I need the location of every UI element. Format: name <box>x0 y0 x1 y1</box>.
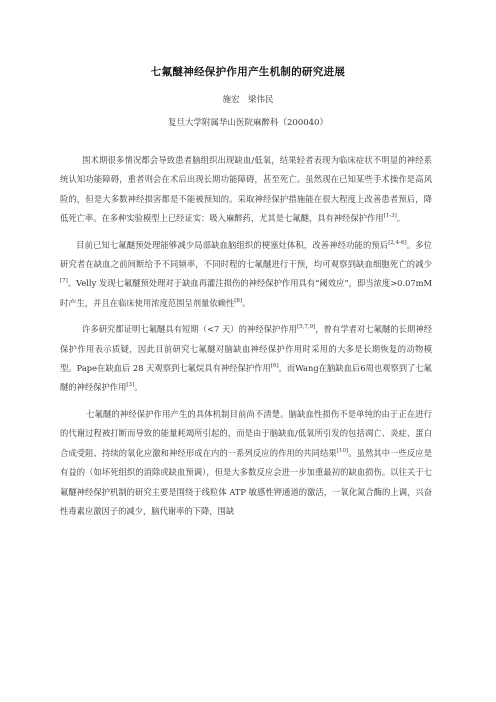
paragraph-2 <box>60 236 432 314</box>
paragraph-text: 。 <box>242 297 251 308</box>
paragraph-text: 围术期很多情况都会导致患者脑组织出现缺血/低氧，结果轻者表现为临床症状不明显的神经系统认知功能障碍，重者则会在术后出现长期功能障碍，甚至死亡。虽然现在已知某些手术操作是高风险的，但是大多数神经损害都是不能被预知的。采取神经保护措施能在很大程度上改善患者预后，降低死亡率。在多种实验模型上已经证实：吸入麻醉药，尤其是七氟醚，具有神经保护作用 <box>60 155 432 224</box>
paragraph-text: 。虽然其中一些反应是有益的（如坏死组织的消除或缺血预调），但是大多数反应会进一步加重最初的缺血损伤。以往关于七氟醚神经保护机制的研究主要是围绕于线粒体 ATP 敏感性钾通道的激活，一氧化氮合酶的上调，兴奋性毒素应激因子的减少，脑代谢率的下降，围缺 <box>60 447 432 516</box>
paragraph-3 <box>60 320 432 398</box>
affiliation: 复旦大学附属华山医院麻醉科（200040） <box>168 118 328 128</box>
paragraph-text: 七氟醚的神经保护作用产生的具体机制目前尚不清楚。脑缺血性损伤不是单纯的由于正在进行的代谢过程被打断而导致的能量耗竭所引起的，而是由于脑缺血/低氧所引发的包括凋亡、炎症、蛋白合成受阻、持续的氧化应激和神经形成在内的一系列反应的作用的共同结果 <box>60 408 432 458</box>
body-text <box>60 151 432 521</box>
paragraph-text: 。 <box>134 382 143 393</box>
citation: [1-3] <box>383 213 397 220</box>
paragraph-text: 。Velly 发现七氟醚预处理对于缺血再灌注损伤的神经保护作用具有“阈效应”，即当浓度>0.07mM 时产生，并且在临床使用浓度范围呈剂量依赖性 <box>60 278 432 308</box>
paragraph-text: 目前已知七氟醚预处理能够减少局部缺血脑组织的梗塞灶体积，改善神经功能的预后 <box>76 239 389 250</box>
paragraph-1 <box>60 151 432 229</box>
citation: [8] <box>234 298 243 305</box>
citation: [7] <box>60 278 68 285</box>
paper-title: 七氟醚神经保护作用产生机制的研究进展 <box>150 66 346 78</box>
paragraph-text: 许多研究都证明七氟醚具有短期（<7 天）的神经保护作用 <box>82 324 297 335</box>
citation: [6] <box>270 363 279 370</box>
paragraph-text: 。多位研究者在缺血之前间断给予不同频率，不同时程的七氟醚进行干预，均可观察到缺血细胞死亡的减少 <box>60 239 432 270</box>
paragraph-text: 。 <box>396 213 406 224</box>
citation: [10] <box>336 447 349 454</box>
paragraph-4 <box>60 405 432 521</box>
authors: 施宏 梁伟民 <box>222 95 274 105</box>
citation: [3] <box>126 382 135 389</box>
paragraph-text: ，而Wang在脑缺血后6周也观察到了七氟醚的神经保护作用 <box>60 363 432 393</box>
citation: [2,4-6] <box>388 239 407 246</box>
paragraph-text: ，曾有学者对七氟醚的长期神经保护作用表示质疑，因此目前研究七氟醚对脑缺血神经保护作用时采用的大多是长期恢复的动物模型。Pape在缺血后 28 天观察到七氟烷具有神经保护作用 <box>60 324 432 374</box>
citation: [5,7,9] <box>297 324 316 331</box>
